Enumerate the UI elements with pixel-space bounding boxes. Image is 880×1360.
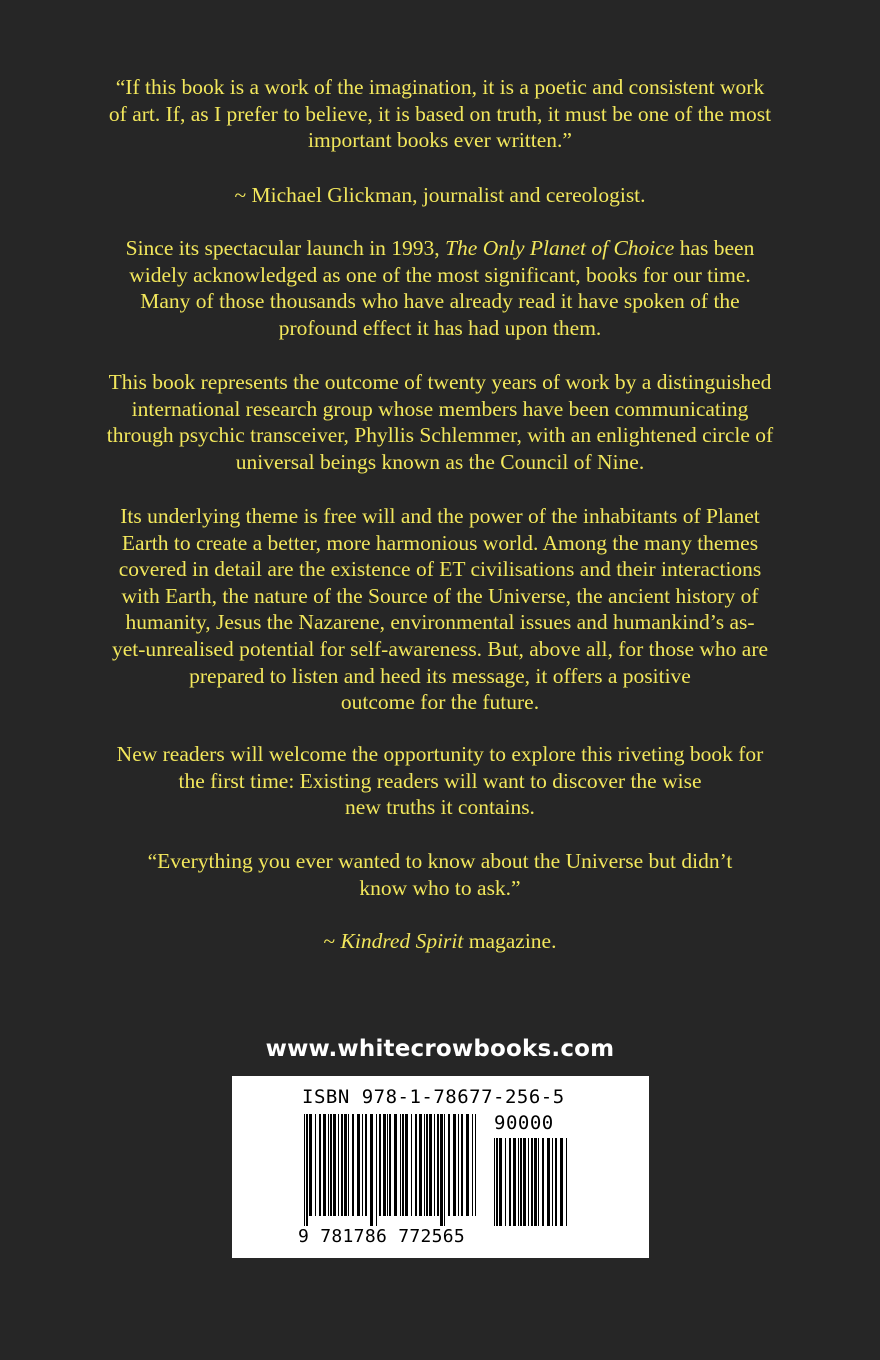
- barcode-bar: [424, 1114, 425, 1216]
- barcode-bar: [453, 1114, 456, 1216]
- barcode-bar: [376, 1114, 377, 1226]
- barcode-bar: [394, 1114, 397, 1216]
- barcode-bar: [440, 1114, 443, 1226]
- line-prefix: Since its spectacular launch in 1993,: [125, 236, 446, 260]
- barcode-bar: [304, 1114, 305, 1226]
- paragraph-line: humanity, Jesus the Nazarene, environmental issues and humankind’s as-: [125, 610, 755, 635]
- barcode-bar: [319, 1114, 321, 1216]
- paragraph-line: universal beings known as the Council of Nine.: [235, 449, 645, 474]
- barcode-bar: [494, 1138, 495, 1226]
- quote-line: important books ever written.”: [308, 128, 572, 153]
- barcode-bar: [405, 1114, 408, 1216]
- barcode-bar: [429, 1114, 432, 1216]
- barcode-bar: [472, 1114, 473, 1216]
- paragraph-line: through psychic transceiver, Phyllis Schlemmer, with an enlightened circle of: [106, 423, 774, 448]
- barcode-bar: [513, 1138, 516, 1226]
- barcode-bar: [338, 1114, 339, 1216]
- quote-line: of art. If, as I prefer to believe, it is based on truth, it must be one of the most: [108, 101, 772, 126]
- barcode-bar: [461, 1114, 463, 1216]
- barcode-bar: [448, 1114, 450, 1216]
- paragraph-line: the first time: Existing readers will want to discover the wise: [178, 768, 702, 793]
- attribution-suffix: magazine.: [463, 929, 557, 953]
- barcode-bar: [379, 1114, 381, 1216]
- line-suffix: has been: [674, 236, 755, 260]
- barcode-bar: [528, 1138, 529, 1226]
- price-code: 90000: [494, 1112, 554, 1134]
- barcode-bar: [315, 1114, 316, 1216]
- barcode-bar: [547, 1138, 550, 1226]
- barcode-bar: [400, 1114, 401, 1216]
- barcode-bar: [552, 1138, 553, 1226]
- barcode-bar: [348, 1114, 349, 1216]
- website-url[interactable]: www.whitecrowbooks.com: [265, 1036, 615, 1062]
- barcode-bar: [475, 1114, 476, 1216]
- paragraph-line: Earth to create a better, more harmonious world. Among the many themes: [121, 530, 759, 555]
- readers-paragraph: [0, 741, 880, 821]
- closing-quote: [0, 848, 880, 901]
- barcode-bar: [518, 1138, 519, 1226]
- barcode-bar: [362, 1114, 363, 1216]
- paragraph-line: widely acknowledged as one of the most significant, books for our time.: [129, 262, 751, 287]
- barcode-bar: [365, 1114, 367, 1216]
- barcode-bar: [333, 1114, 336, 1216]
- barcode-bar: [466, 1114, 469, 1216]
- closing-attribution: [0, 928, 880, 955]
- barcode-bar: [434, 1114, 435, 1216]
- barcode-bar: [387, 1114, 388, 1216]
- research-paragraph: [0, 369, 880, 475]
- quote-line: know who to ask.”: [359, 875, 521, 900]
- barcode-bar: [328, 1114, 329, 1216]
- barcode-bar: [370, 1114, 373, 1226]
- barcode-bar: [566, 1138, 567, 1226]
- barcode-bar: [306, 1114, 308, 1226]
- attribution-line: ~ Michael Glickman, journalist and cereologist.: [234, 183, 646, 207]
- barcode-bar: [523, 1138, 526, 1226]
- barcode-bar: [309, 1114, 312, 1216]
- attribution-prefix: ~: [323, 929, 341, 953]
- paragraph-line: yet-unrealised potential for self-awareness. But, above all, for those who are: [111, 636, 769, 661]
- barcode-bar: [419, 1114, 422, 1216]
- paragraph-line: [0, 235, 880, 262]
- barcode-bar: [344, 1114, 347, 1216]
- attribution-line: [0, 928, 880, 955]
- barcode-bar: [534, 1138, 537, 1226]
- barcode-bar: [458, 1114, 459, 1216]
- barcode-bar: [499, 1138, 502, 1226]
- barcode-bar: [415, 1114, 417, 1216]
- barcode-bar: [542, 1138, 544, 1226]
- paragraph-line: Its underlying theme is free will and the power of the inhabitants of Planet: [120, 504, 760, 528]
- barcode-bar: [560, 1138, 563, 1226]
- quote-line: “If this book is a work of the imagination, it is a poetic and consistent work: [115, 75, 765, 99]
- barcode-panel: [232, 1076, 649, 1258]
- paragraph-line: New readers will welcome the opportunity to explore this riveting book for: [116, 742, 764, 766]
- paragraph-line: with Earth, the nature of the Source of the Universe, the ancient history of: [121, 583, 759, 608]
- barcode-bar: [437, 1114, 439, 1216]
- barcode-bar: [383, 1114, 386, 1216]
- barcode-bar: [538, 1138, 539, 1226]
- barcode-bar: [352, 1114, 354, 1216]
- barcode-bar: [341, 1114, 343, 1216]
- paragraph-line: profound effect it has had upon them.: [278, 315, 602, 340]
- magazine-title: Kindred Spirit: [340, 929, 464, 953]
- paragraph-line: covered in detail are the existence of ET civilisations and their interactions: [118, 557, 762, 582]
- barcode-bar: [426, 1114, 428, 1216]
- barcode-bar: [509, 1138, 511, 1226]
- barcode-bar: [323, 1114, 326, 1216]
- barcode-bar: [444, 1114, 445, 1226]
- paragraph-line: This book represents the outcome of twenty years of work by a distinguished: [108, 370, 772, 394]
- barcode-bar: [520, 1138, 522, 1226]
- barcode-bar: [357, 1114, 360, 1216]
- barcode-bar: [389, 1114, 391, 1216]
- ean-barcode: [304, 1114, 476, 1226]
- ean-digits: 9 781786 772565: [298, 1226, 466, 1247]
- barcode-bar: [496, 1138, 498, 1226]
- paragraph-line: Many of those thousands who have already read it have spoken of the: [140, 289, 740, 314]
- theme-paragraph: [0, 503, 880, 716]
- opening-quote: [0, 74, 880, 154]
- paragraph-line: new truths it contains.: [345, 795, 535, 820]
- barcode-bar: [402, 1114, 404, 1216]
- paragraph-line: outcome for the future.: [340, 690, 540, 715]
- barcode-bar: [411, 1114, 412, 1216]
- quote-line: “Everything you ever wanted to know about the Universe but didn’t: [147, 849, 733, 873]
- intro-paragraph: [0, 235, 880, 341]
- paragraph-line: prepared to listen and heed its message, it offers a positive: [189, 663, 691, 688]
- addon-barcode: [494, 1138, 567, 1226]
- barcode-bar: [330, 1114, 332, 1216]
- isbn-label: ISBN 978-1-78677-256-5: [302, 1086, 565, 1108]
- barcode-bar: [505, 1138, 506, 1226]
- barcode-bar: [531, 1138, 533, 1226]
- quote-attribution: [0, 182, 880, 209]
- book-title: The Only Planet of Choice: [445, 236, 675, 260]
- paragraph-line: international research group whose members have been communicating: [131, 396, 749, 421]
- barcode-bar: [555, 1138, 557, 1226]
